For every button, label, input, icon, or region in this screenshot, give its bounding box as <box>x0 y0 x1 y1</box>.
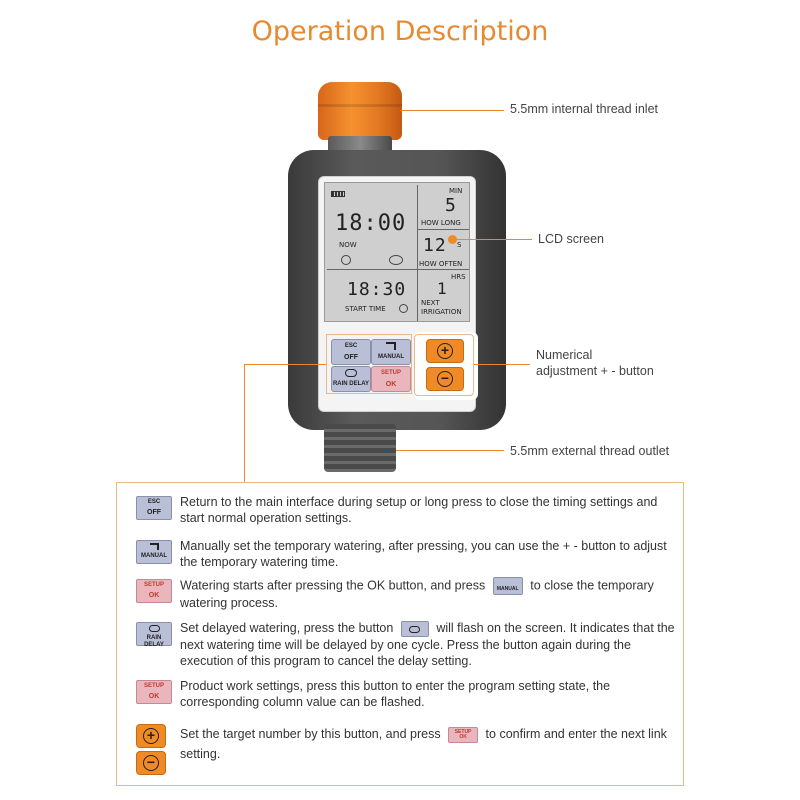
inlet-connector <box>318 82 402 140</box>
ok-label: OK <box>385 380 397 388</box>
inline-cloud-icon <box>401 621 429 637</box>
manual-key[interactable] <box>371 339 411 365</box>
legend-rain-text: Set delayed watering, press the button will flash on the screen. It indicates that the next watering time will be delayed by one cycle. Press the button again during the execution of this program to cancel the delay setting. <box>180 621 675 668</box>
legend-manual-text: Manually set the temporary watering, after pressing, you can use the + - button to adjust the temporary watering time. <box>180 539 667 569</box>
keypad <box>326 334 412 394</box>
setup-ok-key[interactable] <box>371 366 411 392</box>
cloud-icon <box>345 369 357 377</box>
lcd-how-long-value: 5 <box>445 195 457 216</box>
alarm-icon <box>399 304 408 313</box>
lcd-start-label: START TIME <box>345 305 386 313</box>
lcd-how-often-unit: S <box>457 241 462 249</box>
legend-manual-label: MANUAL <box>141 553 167 559</box>
outlet-callout: 5.5mm external thread outlet <box>510 444 670 458</box>
lcd-hrs-label: HRS <box>451 273 466 281</box>
lcd-callout-line <box>456 239 532 240</box>
lcd-irrigation-label: IRRIGATION <box>421 308 462 316</box>
adjust-callout-line2: adjustment + - button <box>536 364 654 378</box>
lcd-now-label: NOW <box>339 241 357 249</box>
inlet-callout: 5.5mm internal thread inlet <box>510 102 658 116</box>
inline-setup-icon: SETUP OK <box>448 727 478 743</box>
setup-ok-icon <box>136 579 172 603</box>
inline-manual-icon: MANUAL <box>493 577 523 595</box>
keypad-callout-line <box>244 364 326 365</box>
lcd-how-long-label: HOW LONG <box>421 219 461 227</box>
lcd-screen <box>324 182 470 322</box>
lcd-callout: LCD screen <box>538 232 604 246</box>
clock-icon <box>341 255 351 265</box>
setup-icon <box>136 680 172 704</box>
inlet-callout-line <box>400 110 504 111</box>
off-label: OFF <box>344 353 358 361</box>
legend-setup-text: Product work settings, press this button to enter the program setting state, the corresponding column value can be flashed. <box>180 679 611 709</box>
manual-icon <box>136 540 172 564</box>
outlet-connector <box>324 424 396 472</box>
legend-setup2-label: SETUP <box>143 683 164 689</box>
plus-minus-icon: + − <box>136 724 166 776</box>
lcd-how-often-value: 12 <box>423 235 447 256</box>
outlet-callout-line <box>396 450 504 451</box>
legend-esc-text: Return to the main interface during setup or long press to close the timing settings and start normal operation settings. <box>180 495 658 525</box>
faucet-icon <box>386 342 396 350</box>
keypad-callout-vline <box>244 364 245 482</box>
legend-ok2-label: OK <box>148 692 160 700</box>
plus-button[interactable] <box>426 339 464 363</box>
esc-off-key[interactable] <box>331 339 371 365</box>
adjust-callout-line <box>474 364 530 365</box>
setup-label: SETUP <box>380 370 401 376</box>
minus-icon: − <box>437 371 453 387</box>
legend-setup-label: SETUP <box>143 582 164 588</box>
rain-delay-label: RAIN DELAY <box>332 381 370 387</box>
legend-ok-label: OK <box>148 591 160 599</box>
legend-ok-text: Watering starts after pressing the OK button, and press MANUAL to close the temporary watering process. <box>180 578 654 610</box>
esc-off-icon <box>136 496 172 520</box>
lcd-how-often-label: HOW OFTEN <box>419 260 463 268</box>
cycle-icon <box>389 255 403 265</box>
plus-icon: + <box>437 343 453 359</box>
lcd-now-time: 18:00 <box>335 211 407 236</box>
legend-esc-label: ESC <box>147 499 161 505</box>
minus-button[interactable] <box>426 367 464 391</box>
rain-delay-key[interactable] <box>331 366 371 392</box>
legend-rain-label: RAIN DELAY <box>144 635 164 648</box>
adjust-callout-line1: Numerical <box>536 348 593 362</box>
legend-off-label: OFF <box>147 508 161 516</box>
battery-icon <box>331 191 345 197</box>
manual-label: MANUAL <box>378 354 404 360</box>
page-title: Operation Description <box>251 16 549 47</box>
rain-delay-icon <box>136 622 172 646</box>
lcd-next-label: NEXT <box>421 299 440 307</box>
lcd-start-time: 18:30 <box>347 279 407 300</box>
legend-adjust-text: Set the target number by this button, and press SETUP OK to confirm and enter the next link setting. <box>180 727 667 761</box>
lcd-min-label: MIN <box>449 187 463 195</box>
lcd-next-value: 1 <box>437 279 448 298</box>
esc-label: ESC <box>344 343 358 349</box>
